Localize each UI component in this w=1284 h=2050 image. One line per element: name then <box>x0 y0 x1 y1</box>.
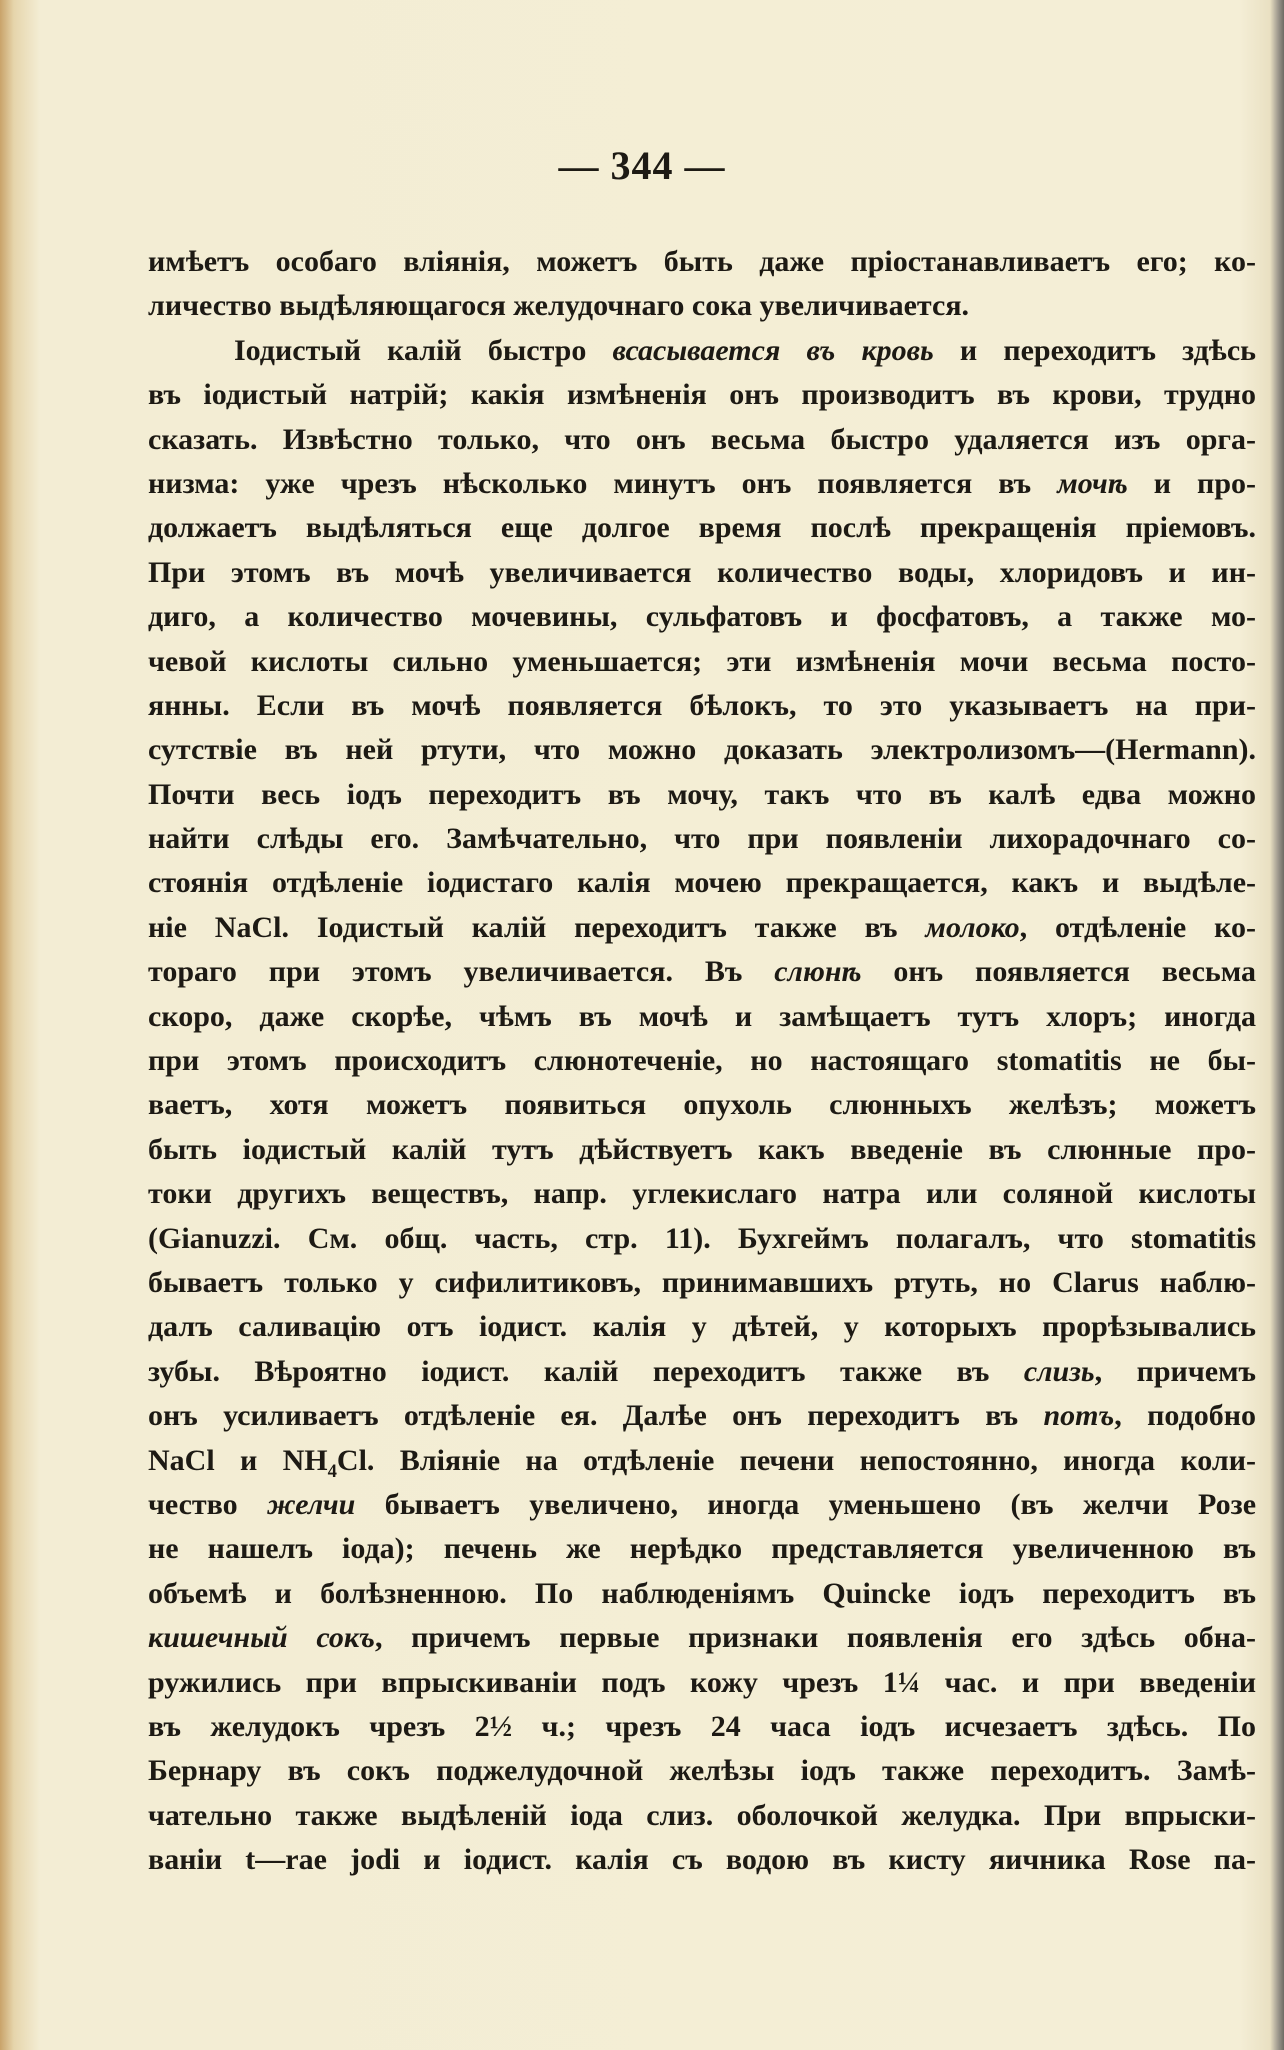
text-line: янны. Если въ мочѣ появляется бѣлокъ, то это указываетъ на при- <box>148 688 1256 722</box>
text-line: NaCl и $NH_4Cl$. Вліяніе на отдѣленіе печени непостоянно, иногда коли- <box>148 1443 1256 1482</box>
text-line: чество желчи бываетъ увеличено, иногда уменьшено (въ желчи Розе <box>148 1487 1256 1521</box>
text-line: чательно также выдѣленій іода слиз. оболочкой желудка. При впрыски- <box>148 1798 1256 1832</box>
text-line: зубы. Вѣроятно іодист. калій переходитъ также въ слизь, причемъ <box>148 1354 1256 1388</box>
text-line: Почти весь іодъ переходитъ въ мочу, такъ что въ калѣ едва можно <box>148 777 1256 811</box>
text-line: сказать. Извѣстно только, что онъ весьма быстро удаляется изъ орга- <box>148 422 1256 456</box>
text-line: найти слѣды его. Замѣчательно, что при появленіи лихорадочнаго со- <box>148 822 1256 856</box>
text-line: быть іодистый калій тутъ дѣйствуетъ какъ введеніе въ слюнные про- <box>148 1132 1256 1166</box>
text-line: Іодистый калій быстро всасывается въ кровь и переходитъ здѣсь <box>234 333 1256 367</box>
text-line: имѣетъ особаго вліянія, можетъ быть даже пріостанавливаетъ его; ко- <box>148 245 1256 278</box>
text-line: стоянія отдѣленіе іодистаго калія мочею прекращается, какъ и выдѣле- <box>148 866 1256 900</box>
text-line: тораго при этомъ увеличивается. Въ слюнѣ онъ появляется весьма <box>148 955 1256 989</box>
text-line: ніе NaCl. Іодистый калій переходитъ также въ молоко, отдѣленіе ко- <box>148 910 1256 944</box>
text-line: личество выдѣляющагося желудочнаго сока увеличивается. <box>148 289 970 323</box>
text-line: При этомъ въ мочѣ увеличивается количество воды, хлоридовъ и ин- <box>148 555 1256 589</box>
text-line: ружились при впрыскиваніи подъ кожу чрезъ 1¼ час. и при введеніи <box>148 1665 1256 1699</box>
page-number: — 344 — <box>558 143 726 188</box>
text-line: бываетъ только у сифилитиковъ, принимавшихъ ртуть, но Clarus наблю- <box>148 1265 1256 1299</box>
text-line: не нашелъ іода); печень же нерѣдко представляется увеличенною въ <box>148 1532 1256 1566</box>
text-line: низма: уже чрезъ нѣсколько минутъ онъ появляется въ мочѣ и про- <box>148 466 1256 500</box>
text-line: чевой кислоты сильно уменьшается; эти измѣненія мочи весьма посто- <box>148 644 1256 678</box>
text-line: при этомъ происходитъ слюнотеченіе, но настоящаго stomatitis не бы- <box>148 1044 1256 1078</box>
text-line: въ желудокъ чрезъ 2½ ч.; чрезъ 24 часа іодъ исчезаетъ здѣсь. По <box>148 1709 1256 1743</box>
body-text <box>148 240 1256 1882</box>
text-line: далъ саливацію отъ іодист. калія у дѣтей, у которыхъ прорѣзывались <box>148 1310 1256 1344</box>
text-line: въ іодистый натрій; какія измѣненія онъ производитъ въ крови, трудно <box>148 378 1256 412</box>
text-line: кишечный сокъ, причемъ первые признаки появленія его здѣсь обна- <box>148 1621 1256 1655</box>
text-line: объемѣ и болѣзненною. По наблюденіямъ Quincke іодъ переходитъ въ <box>148 1576 1256 1610</box>
text-line: ваніи t—rae jodi и іодист. калія съ водою въ кисту яичника Rose па- <box>148 1843 1256 1877</box>
text-line: токи другихъ веществъ, напр. углекислаго натра или соляной кислоты <box>148 1177 1256 1211</box>
text-line: Бернару въ сокъ поджелудочной желѣзы іодъ также переходитъ. Замѣ- <box>148 1754 1256 1788</box>
text-line: ваетъ, хотя можетъ появиться опухоль слюнныхъ желѣзъ; можетъ <box>148 1088 1256 1122</box>
text-line: должаетъ выдѣляться еще долгое время послѣ прекращенія пріемовъ. <box>148 511 1256 545</box>
text-line: скоро, даже скорѣе, чѣмъ въ мочѣ и замѣщаетъ тутъ хлоръ; иногда <box>148 999 1256 1033</box>
text-line: сутствіе въ ней ртути, что можно доказать электролизомъ—(Hermann). <box>148 733 1256 767</box>
text-line: (Gianuzzi. См. общ. часть, стр. 11). Бухгеймъ полагалъ, что stomatitis <box>148 1221 1256 1255</box>
text-line: диго, а количество мочевины, сульфатовъ и фосфатовъ, а также мо- <box>148 600 1256 634</box>
text-line: онъ усиливаетъ отдѣленіе ея. Далѣе онъ переходитъ въ потъ, подобно <box>148 1399 1256 1433</box>
